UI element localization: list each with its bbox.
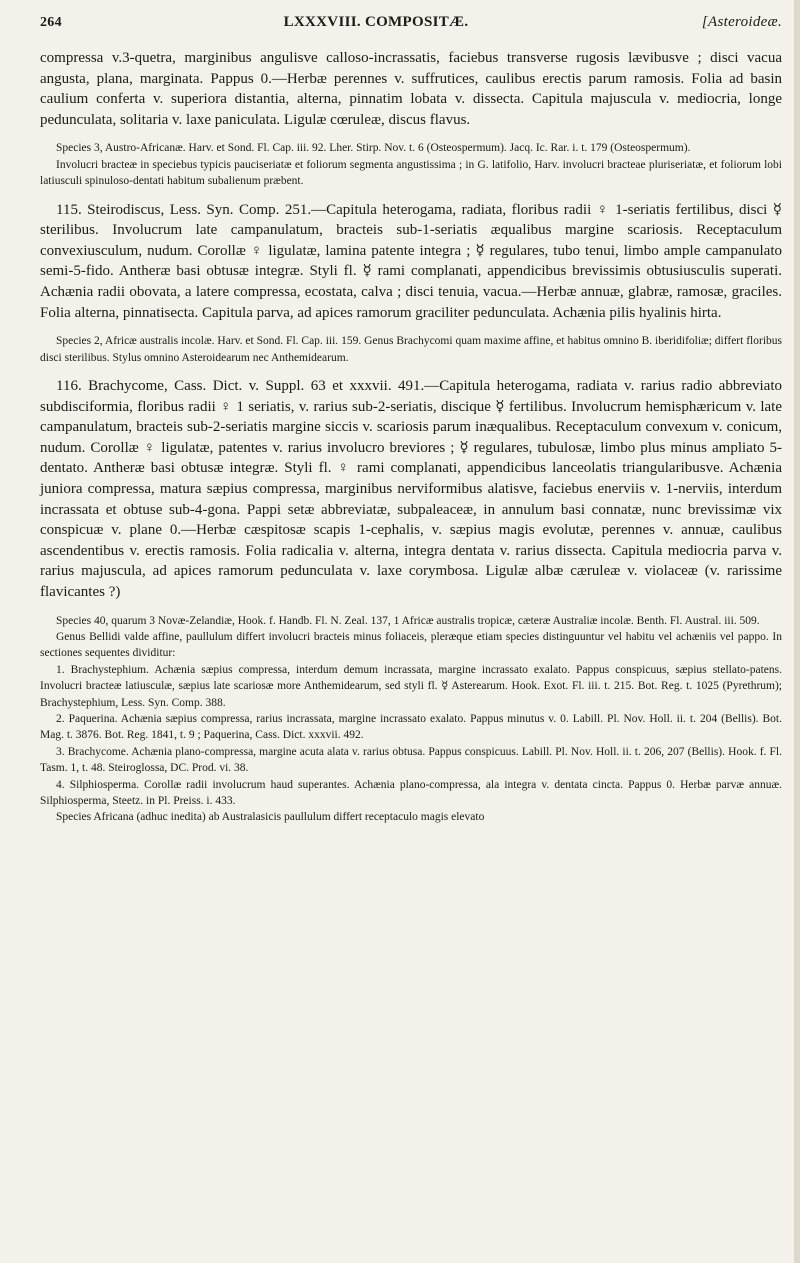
body-text <box>40 48 782 826</box>
note-paragraph: Species Africana (adhuc inedita) ab Australasicis paullulum differt receptaculo magis elevato <box>56 811 485 824</box>
note-paragraph: 4. Silphiosperma. Corollæ radii involucrum haud superantes. Achænia plano-compressa, ala integra v. dentata cincta. Pappus 0. Herbæ parvæ annuæ. Silphiosperma, Steetz. in Pl. Preiss. i. 433. <box>40 778 782 807</box>
chapter-title: LXXXVIII. COMPOSITÆ. <box>283 14 469 30</box>
note-paragraph: Species 40, quarum 3 Novæ-Zelandiæ, Hook. f. Handb. Fl. N. Zeal. 137, 1 Africæ australis tropicæ, cæteræ Australiæ incolæ. Benth. Fl. Austral. iii. 509. <box>56 614 760 627</box>
note-paragraph: 1. Brachystephium. Achænia sæpius compressa, interdum demum incrassata, margine incrassato exalato. Pappus conspicuus, sæpius stellato-patens. Involucri bracteæ latiusculæ, sæpius late scariosæ more Anthemidearum, sed styli fl. ☿ Asterearum. Hook. Exot. Fl. iii. t. 215. Bot. Reg. t. 1025 (Pyrethrum); Brachystephium, Less. Syn. Comp. 388. <box>40 663 782 709</box>
paragraph: 115. Steirodiscus, Less. Syn. Comp. 251.—Capitula heterogama, radiata, floribus radii ♀ 1-seriatis fertilibus, disci ☿ sterilibus. Involucrum late campanulatum, bracteis sub-1-seriatis æqualibus margine scariosis. Receptaculum convexiusculum, nudum. Corollæ ♀ ligulatæ, lamina patente integra ; ☿ regulares, tubo tenui, limbo ample campanulato semi-5-fido. Antheræ basi obtusæ integræ. Styli fl. ☿ rami complanati, appendicibus brevissimis obtusiusculis superati. Achænia radii obovata, a latere compressa, ecostata, calva ; disci tenuia, vacua.—Herbæ annuæ, glabræ, ramosæ, graciles. Folia alterna, pinnatisecta. Capitula parva, ad apices ramorum graciliter pedunculata. Achænia pilis hyalinis hirta. <box>40 201 782 321</box>
note-paragraph: Species 3, Austro-Africanæ. Harv. et Sond. Fl. Cap. iii. 92. Lher. Stirp. Nov. t. 6 (Osteospermum). Jacq. Ic. Rar. i. t. 179 (Osteospermum). <box>56 142 691 155</box>
note-paragraph: Species 2, Africæ australis incolæ. Harv. et Sond. Fl. Cap. iii. 159. Genus Brachycomi quam maxime affine, et habitus omnino B. iberidifoliæ; differt floribus disci sterilibus. Stylus omnino Asteroidearum nec Anthemidearum. <box>40 335 782 364</box>
paragraph: compressa v.3-quetra, marginibus angulisve calloso-incrassatis, faciebus transverse rugosis lævibusve ; disci vacua angusta, plana, marginata. Pappus 0.—Herbæ perennes v. suffrutices, caulibus erectis parum ramosis. Folia ad basin caulium conferta v. superiora distantia, alterna, pinnatim lobata v. dissecta. Capitula majuscula v. mediocria, longe pedunculata, solitaria v. laxe paniculata. Ligulæ cœruleæ, discus flavus. <box>40 50 782 128</box>
page-number: 264 <box>40 15 62 30</box>
paragraph: 116. Brachycome, Cass. Dict. v. Suppl. 63 et xxxvii. 491.—Capitula heterogama, radiata v. rarius radio abbreviato subdisciformia, floribus radii ♀ 1 seriatis, v. rarius sub-2-seriatis, discique ☿ fertilibus. Involucrum hemisphæricum v. late campanulatum, bracteis sub-2-seriatis margine siccis v. scariosis parum inæqualibus. Receptaculum convexum v. conicum, nudum. Corollæ ♀ ligulatæ, patentes v. rarius involucro breviores ; ☿ regulares, tubulosæ, limbo plus minus ampliato 5-dentato. Antheræ basi obtusæ integræ. Styli fl. ♀ rami complanati, appendicibus lanceolatis triangularibusve. Achænia juniora compressa, matura sæpius compressa, marginibus nerviformibus alatisve, faciebus enerviis v. 1-nerviis, interdum incrassata et obtuse sub-4-gona. Pappi setæ abbreviatæ, subpaleaceæ, in annulum basi connatæ, nunc brevissimæ vix conspicuæ v. plane 0.—Herbæ cæspitosæ scapis 1-cephalis, v. sæpius magis evolutæ, perennes v. annuæ, caulibus ascendentibus v. erectis ramosis. Folia radicalia v. alterna, integra dentata v. rarius dissecta. Capitula mediocria parva v. rarius majuscula, ad apices ramorum pedunculata v. laxe corymbosa. Ligulæ albæ cæruleæ v. violaceæ (v. rarissime flavicantes ?) <box>40 377 782 600</box>
note-paragraph: 3. Brachycome. Achænia plano-compressa, margine acuta alata v. rarius obtusa. Pappus conspicuus. Labill. Pl. Nov. Holl. ii. t. 206, 207 (Bellis). Hook. f. Fl. Tasm. 1, t. 48. Steiroglossa, DC. Prod. vi. 38. <box>40 745 782 775</box>
note-paragraph: Genus Bellidi valde affine, paullulum differt involucri bracteis minus foliaceis, pleræque etiam species distinguuntur vel habitu vel achæniis vel pappo. In sectiones sequentes dividitur: <box>40 630 782 660</box>
note-paragraph: Involucri bracteæ in speciebus typicis pauciseriatæ et foliorum segmenta angustissima ; in G. latifolio, Harv. involucri bracteae pluriseriatæ, et foliorum lobi latiusculi spinuloso-dentati habitum subalienum præbent. <box>40 158 782 188</box>
page-edge-shadow <box>794 0 800 1263</box>
running-header <box>40 14 782 40</box>
section-title: [Asteroideæ. <box>701 14 782 30</box>
note-paragraph: 2. Paquerina. Achænia sæpius compressa, rarius incrassata, margine incrassato exalato. Pappus minutus v. 0. Labill. Pl. Nov. Holl. ii. t. 204 (Bellis). Bot. Mag. t. 3876. Bot. Reg. 1841, t. 9 ; Paquerina, Cass. Dict. xxxvii. 492. <box>40 712 782 742</box>
